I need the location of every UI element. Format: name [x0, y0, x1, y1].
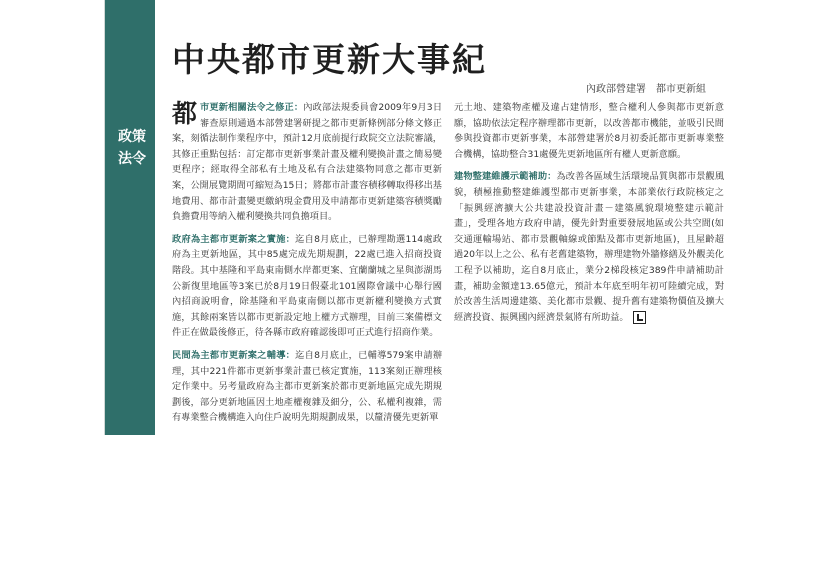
paragraph-body: 迄自8月底止，已輔導579案申請辦理，其中221件都市更新事業計畫已核定實施，113案刻正辦理核定作業中。另考量政府為主都市更新案於都市更新地區完成先期規劃後，部分更新地區因土地產權複雜及細分，公、私權利複雜，需有專業整合機構進入向住戶說明先期規劃成果，以釐清優先更新單 [172, 349, 443, 424]
paragraph-lead: 建物整建維護示範補助： [454, 171, 557, 183]
section-label: 政策法令 [118, 129, 146, 167]
paragraph-lead: 民間為主都市更新案之輔導： [172, 349, 296, 361]
paragraph-body: 元土地、建築物產權及違占建情形，整合權利人參與都市更新意願，協助依法定程序辦理都市更新，以改善都市機能，並吸引民間參與投資都市更新事業，本部營建署於8月初委託都市更新專業整合機構，協助整合31處優先更新地區所有權人更新意願。 [454, 102, 724, 160]
paragraph-law-amendment [172, 100, 442, 225]
page-title: 中央都市更新大事紀 [172, 40, 487, 79]
article-column-left [172, 100, 442, 426]
paragraph-private-led [172, 348, 442, 426]
paragraph-building-subsidy [454, 169, 724, 325]
paragraph-lead: 政府為主都市更新案之實施： [172, 233, 296, 245]
paragraph-government-led [172, 232, 442, 341]
paragraph-body: 內政部法規委員會2009年9月3日審查原則通過本部營建署研提之都市更新條例部分條文修正案，刻循法制作業程序中，預計12月底前提行政院交立法院審議，其修正重點包括：訂定都市更新事業計畫及權利變換計畫之簡易變更程序；經取得全部私有土地及私有合法建築物同意之都市更新案，公開展覽期間可縮短為15日；將都市計畫容積移轉取得移出基地費用、都市計畫變更繳納現金費用及申請都市更新建築容積獎勵負擔費用等納入權利變換共同負擔項目。 [172, 102, 443, 223]
section-sidebar [105, 0, 155, 435]
paragraph-body: 為改善各區域生活環境品質與都市景觀風貌，積極推動整建維護型都市更新事業，本部業依行政院核定之「振興經濟擴大公共建設投資計畫－建築風貌環境整建示範計畫」，受理各地方政府申請，優先針對重要發展地區或公共空間(如交通運輸場站、都市景觀軸線或節點及都市更新地區)，且屋齡超過20年以上之公、私有老舊建築物，辦理建物外牆修繕及外觀美化工程予以補助，迄自8月底止，業分2梯段核定389件申請補助計畫，補助金額達13.65億元，預計本年底至明年初可陸續完成，對於改善生活周邊建築、美化都市景觀、提升舊有建築物價值及擴大經濟投資、振興國內經濟景氣將有所助益。 [454, 171, 725, 323]
article-column-right [454, 100, 724, 325]
paragraph-lead: 市更新相關法令之修正： [200, 102, 304, 113]
paragraph-body: 迄自8月底止，已辦理勘選114處政府為主更新地區，其中85處完成先期規劃，22處已進入招商投資階段。其中基隆和平島東南側水岸都更案、宜蘭蘭城之星與澎湖馬公新復里地區等3案已於8月19日假臺北101國際會議中心舉行國內招商說明會，除基隆和平島東南側以都市更新權利變換方式實施，其餘兩案皆以都市更新設定地上權方式辦理，目前三案備標文件正在做最後修正，待各縣市政府確認後即可正式進行招商作業。 [172, 233, 443, 339]
byline: 內政部營建署 都市更新組 [586, 84, 706, 95]
dropcap: 都 [172, 99, 198, 128]
paragraph-private-led-continued [454, 100, 724, 162]
end-of-article-mark-icon [633, 311, 646, 324]
